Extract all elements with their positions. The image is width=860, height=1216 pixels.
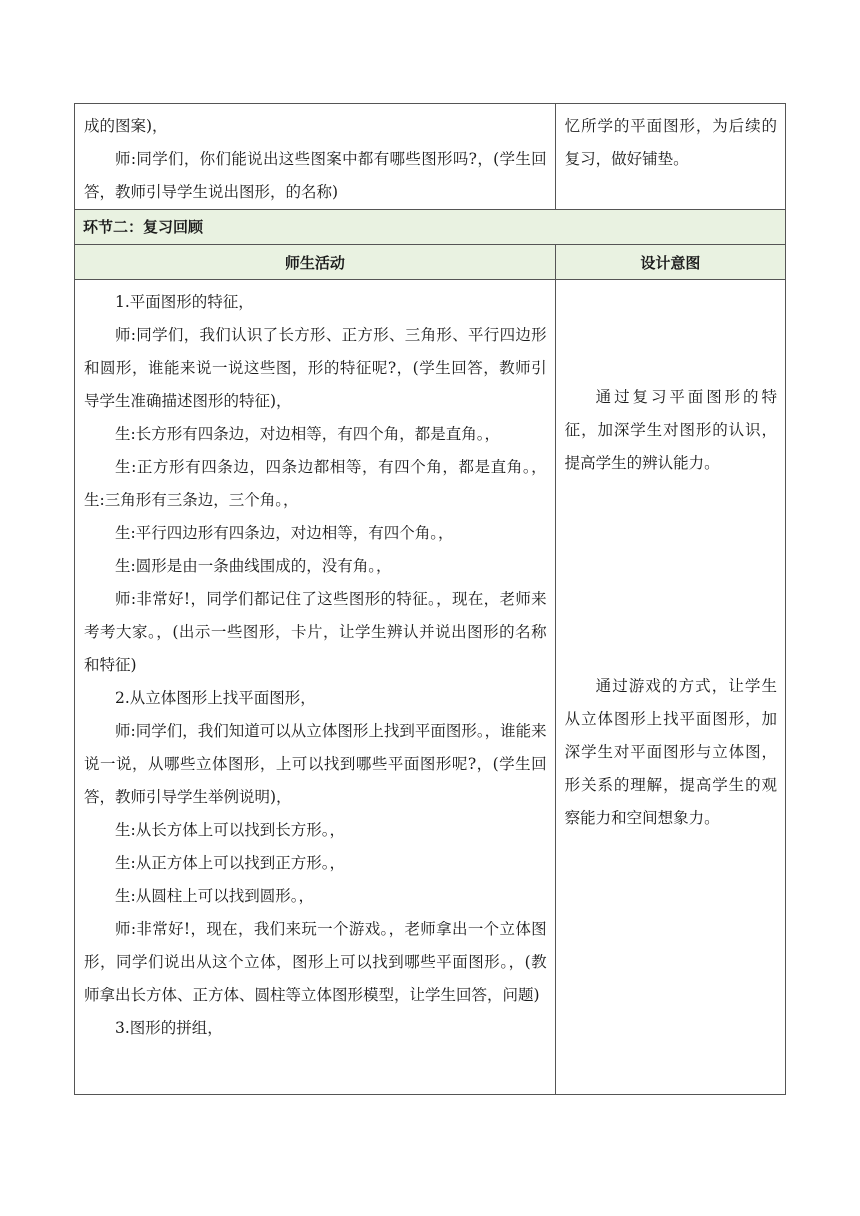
intent-paragraph-1: 通过复习平面图形的特征，加深学生对图形的认识，提高学生的辨认能力。 <box>564 388 777 472</box>
body-right-cell <box>555 280 785 1095</box>
top-left-line-1: 成的图案)， <box>84 117 168 135</box>
activity-paragraph: 生:长方形有四条边，对边相等，有四个角，都是直角。， <box>115 425 500 443</box>
activity-paragraph: 生:圆形是由一条曲线围成的，没有角。， <box>115 557 392 575</box>
top-right-text: 忆所学的平面图形，为后续的复习，做好铺垫。 <box>564 117 777 168</box>
activity-paragraph: 师:非常好!，同学们都记住了这些图形的特征。，现在，老师来考考大家。，(出示一些图形，卡片，让学生辨认并说出图形的名称和特征) <box>84 590 547 674</box>
activity-paragraph: 生:正方形有四条边，四条边都相等，有四个角，都是直角。，生:三角形有三条边，三个角。， <box>84 458 547 509</box>
top-continuation-row <box>75 104 786 210</box>
column-header-row <box>75 245 786 280</box>
body-left-cell <box>75 280 556 1095</box>
top-right-cell <box>555 104 785 210</box>
activity-paragraph: 师:非常好!，现在，我们来玩一个游戏。，老师拿出一个立体图形，同学们说出从这个立体，图形上可以找到哪些平面图形。，(教师拿出长方体、正方体、圆柱等立体图形模型，让学生回答，问题) <box>84 920 547 1004</box>
activity-paragraph: 2.从立体图形上找平面图形， <box>115 689 316 707</box>
lesson-plan-table <box>74 103 786 1095</box>
activity-paragraph: 生:从长方体上可以找到长方形。， <box>115 821 345 839</box>
top-left-cell <box>75 104 556 210</box>
activity-paragraph: 师:同学们，我们认识了长方形、正方形、三角形、平行四边形和圆形，谁能来说一说这些图，形的特征呢?，(学生回答，教师引导学生准确描述图形的特征)， <box>84 326 547 410</box>
section-title: 环节二：复习回顾 <box>83 218 204 236</box>
activity-paragraph: 1.平面图形的特征， <box>115 293 254 311</box>
header-intent: 设计意图 <box>555 245 785 280</box>
activity-paragraph: 师:同学们，我们知道可以从立体图形上找到平面图形。，谁能来说一说，从哪些立体图形，上可以找到哪些平面图形呢?，(学生回答，教师引导学生举例说明)， <box>84 722 547 806</box>
activity-paragraph: 生:从正方体上可以找到正方形。， <box>115 854 345 872</box>
header-activity: 师生活动 <box>75 245 556 280</box>
activity-paragraph: 3.图形的拼组， <box>115 1019 223 1037</box>
body-row <box>75 280 786 1095</box>
intent-paragraph-2: 通过游戏的方式，让学生从立体图形上找平面图形，加深学生对平面图形与立体图，形关系的理解，提高学生的观察能力和空间想象力。 <box>564 677 777 827</box>
section-title-cell <box>75 210 786 245</box>
activity-paragraph: 生:平行四边形有四条边，对边相等，有四个角。， <box>115 524 454 542</box>
activity-paragraph: 生:从圆柱上可以找到圆形。， <box>115 887 314 905</box>
section-row <box>75 210 786 245</box>
top-left-line-2: 师:同学们，你们能说出这些图案中都有哪些图形吗?，(学生回答，教师引导学生说出图形，的名称) <box>84 150 547 201</box>
